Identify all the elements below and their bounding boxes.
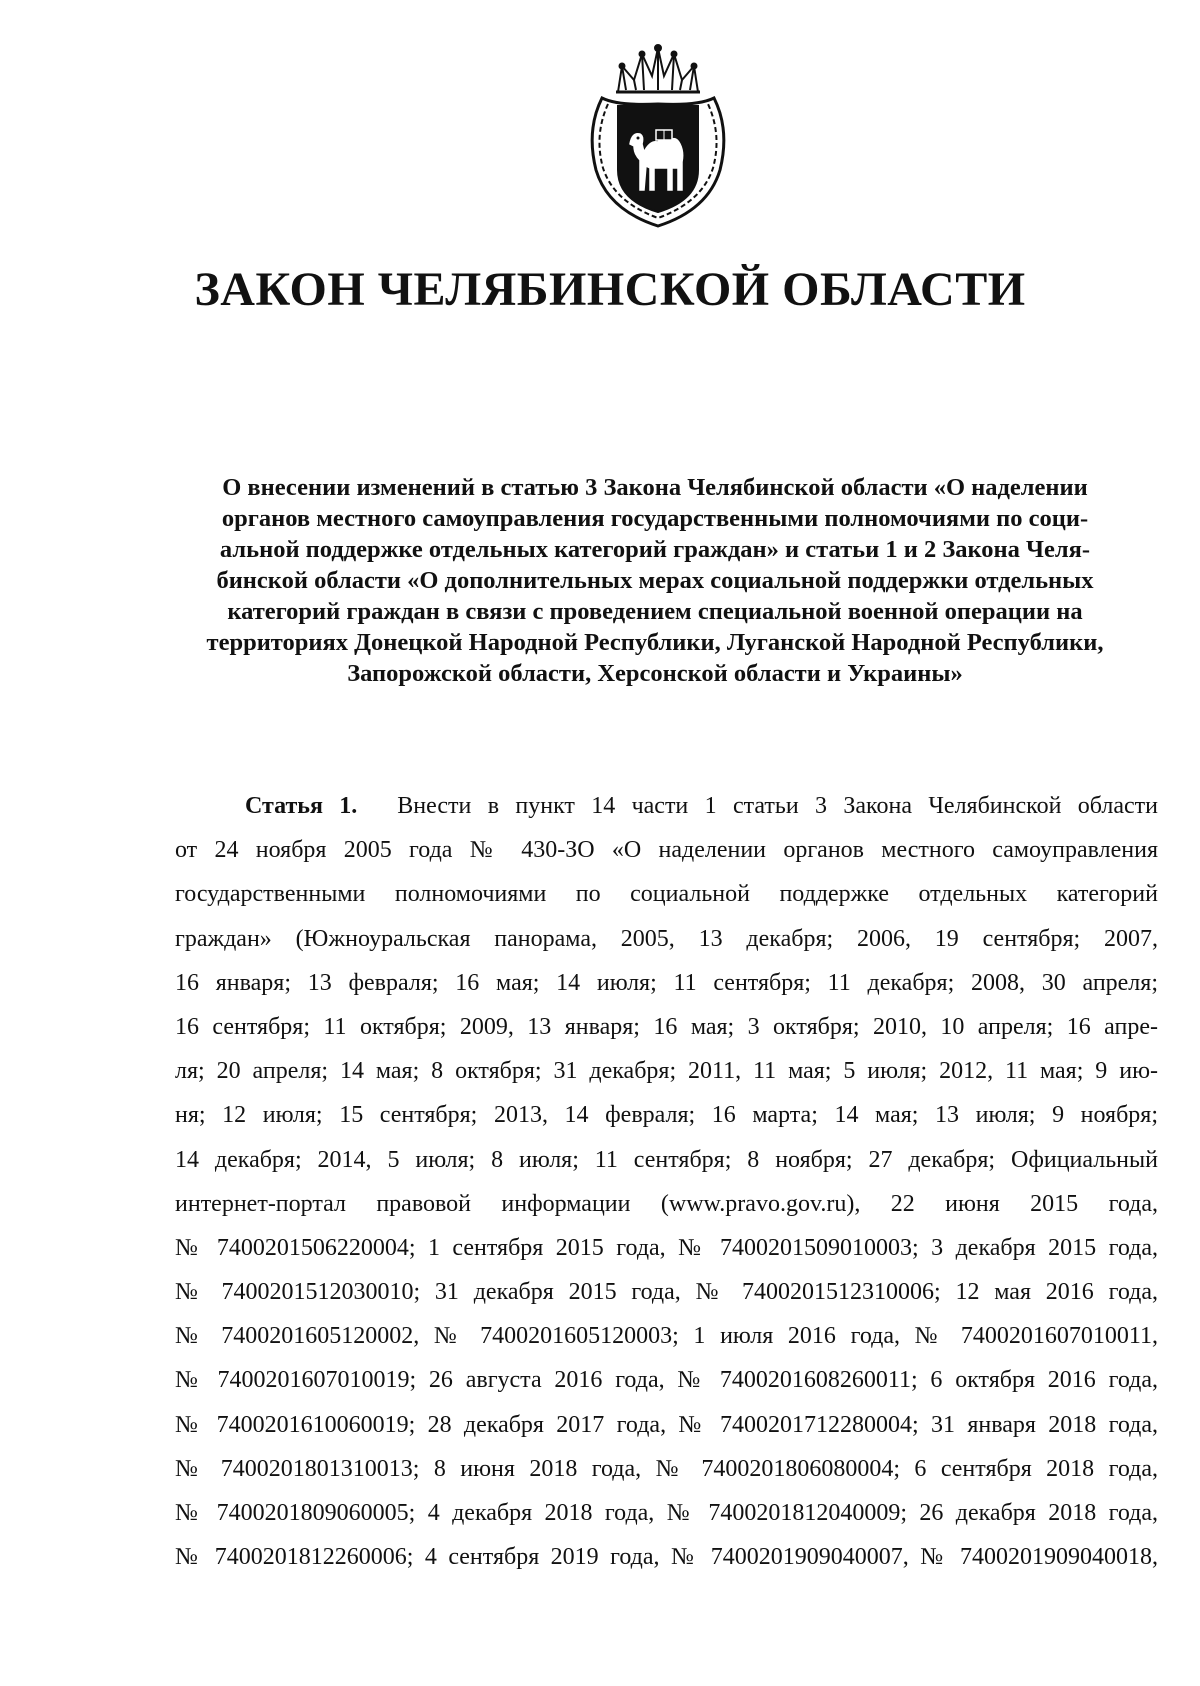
- body-line: № 7400201512030010; 31 декабря 2015 года, № 7400201512310006; 12 мая 2016 года,: [175, 1279, 1158, 1306]
- subject-line: О внесении изменений в статью 3 Закона Челябинской области «О наделении: [222, 474, 1088, 501]
- body-line: № 7400201506220004; 1 сентября 2015 года, № 7400201509010003; 3 декабря 2015 года,: [175, 1234, 1158, 1261]
- article-1-first-line: [175, 784, 1158, 828]
- subject-line: бинской области «О дополнительных мерах социальной поддержки отдельных: [216, 567, 1094, 594]
- article-1-first-text: Внести в пункт 14 части 1 статьи 3 Закона Челябинской области: [397, 793, 1158, 819]
- article-1: [175, 784, 1158, 1579]
- law-subject-heading: [175, 472, 1135, 689]
- body-line: от 24 ноября 2005 года № 430-ЗО «О наделении органов местного самоуправления: [175, 837, 1158, 864]
- body-line: № 7400201809060005; 4 декабря 2018 года, № 7400201812040009; 26 декабря 2018 года,: [175, 1500, 1158, 1526]
- body-line: 14 декабря; 2014, 5 июля; 8 июля; 11 сентября; 8 ноября; 27 декабря; Официальный: [175, 1146, 1158, 1173]
- article-label: Статья 1.: [245, 793, 358, 819]
- body-line: 16 сентября; 11 октября; 2009, 13 января; 16 мая; 3 октября; 2010, 10 апреля; 16 апре-: [175, 1013, 1158, 1040]
- subject-line: категорий граждан в связи с проведением специальной военной операции на: [227, 598, 1083, 625]
- body-line: № 7400201605120002, № 7400201605120003; 1 июля 2016 года, № 7400201607010011,: [175, 1323, 1158, 1350]
- body-line: государственными полномочиями по социальной поддержке отдельных категорий: [175, 881, 1158, 908]
- coat-of-arms-icon: [578, 40, 738, 230]
- body-line: № 7400201801310013; 8 июня 2018 года, № 7400201806080004; 6 сентября 2018 года,: [175, 1455, 1158, 1482]
- crown-icon: [616, 45, 700, 92]
- body-line: № 7400201610060019; 28 декабря 2017 года, № 7400201712280004; 31 января 2018 года,: [175, 1411, 1158, 1438]
- body-line: ня; 12 июля; 15 сентября; 2013, 14 февраля; 16 марта; 14 мая; 13 июля; 9 ноября;: [175, 1102, 1158, 1129]
- body-line: граждан» (Южноуральская панорама, 2005, 13 декабря; 2006, 19 сентября; 2007,: [175, 925, 1158, 952]
- body-line: 16 января; 13 февраля; 16 мая; 14 июля; 11 сентября; 11 декабря; 2008, 30 апреля;: [175, 969, 1158, 996]
- subject-line: Запорожской области, Херсонской области и Украины»: [347, 660, 963, 687]
- subject-line: органов местного самоуправления государственными полномочиями по соци-: [221, 505, 1089, 532]
- subject-line: альной поддержке отдельных категорий граждан» и статьи 1 и 2 Закона Челя-: [219, 536, 1091, 563]
- body-line: ля; 20 апреля; 14 мая; 8 октября; 31 декабря; 2011, 11 мая; 5 июля; 2012, 11 мая; 9 ию-: [175, 1058, 1158, 1085]
- subject-line: территориях Донецкой Народной Республики, Луганской Народной Республики,: [206, 629, 1104, 656]
- body-line: интернет-портал правовой информации (www.pravo.gov.ru), 22 июня 2015 года,: [175, 1190, 1158, 1217]
- law-title: ЗАКОН ЧЕЛЯБИНСКОЙ ОБЛАСТИ: [194, 263, 1026, 316]
- body-line: № 7400201607010019; 26 августа 2016 года, № 7400201608260011; 6 октября 2016 года,: [175, 1367, 1158, 1394]
- body-line: № 7400201812260006; 4 сентября 2019 года, № 7400201909040007, № 7400201909040018,: [175, 1544, 1158, 1571]
